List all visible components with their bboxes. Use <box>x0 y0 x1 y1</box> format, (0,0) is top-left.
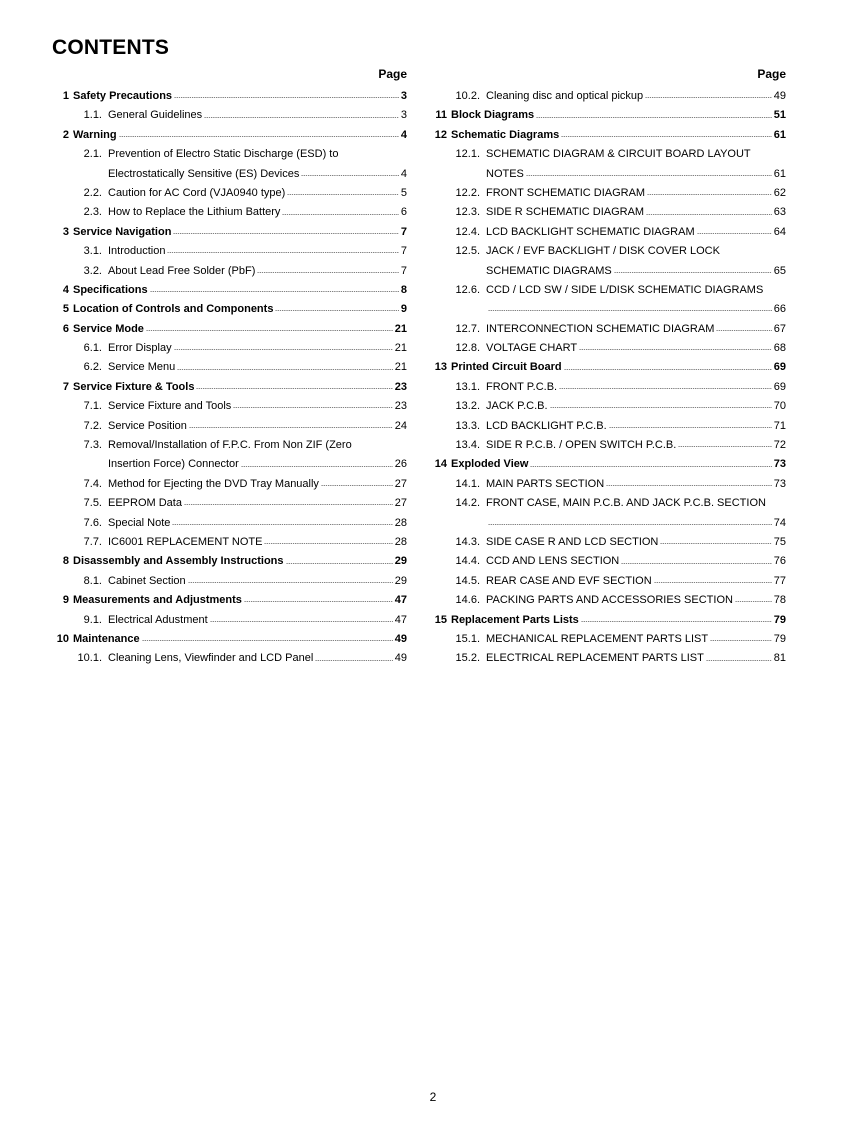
toc-entry <box>52 281 407 300</box>
toc-entry <box>430 630 786 649</box>
entry-number: 12.7. <box>455 322 480 335</box>
entry-title: Maintenance <box>73 632 140 645</box>
entry-number: 12.4. <box>455 225 480 238</box>
toc-entry <box>52 145 407 164</box>
entry-page: 79 <box>773 613 786 626</box>
dot-leader <box>678 446 771 447</box>
entry-number: 7.1. <box>83 400 102 413</box>
toc-column-left <box>52 64 407 669</box>
entry-title: CCD / LCD SW / SIDE L/DISK SCHEMATIC DIAGRAMS <box>486 283 764 296</box>
toc-entry <box>52 533 407 552</box>
entry-page: 47 <box>394 613 407 626</box>
entry-page: 66 <box>773 303 786 316</box>
entry-number: 14 <box>434 458 447 471</box>
toc-entry <box>430 87 786 106</box>
entry-page: 9 <box>400 303 407 316</box>
entry-title: Specifications <box>73 283 148 296</box>
entry-title: SCHEMATIC DIAGRAM & CIRCUIT BOARD LAYOUT <box>486 148 751 161</box>
dot-leader <box>530 466 771 467</box>
dot-leader <box>654 582 772 583</box>
entry-title: FRONT SCHEMATIC DIAGRAM <box>486 186 646 199</box>
entry-page: 72 <box>773 439 786 452</box>
dot-leader <box>264 543 392 544</box>
entry-page: 21 <box>394 361 407 374</box>
toc-entry <box>430 339 786 358</box>
dot-leader <box>579 349 772 350</box>
entry-number: 14.1. <box>455 477 480 490</box>
toc-entry <box>52 455 407 474</box>
toc-entry <box>430 591 786 610</box>
entry-title: Insertion Force) Connector <box>108 458 239 471</box>
toc-entry <box>430 223 786 242</box>
entry-number: 14.6. <box>455 594 480 607</box>
entry-page: 21 <box>394 322 407 335</box>
entry-page: 61 <box>773 128 786 141</box>
entry-title: Service Menu <box>108 361 176 374</box>
toc-entry <box>52 184 407 203</box>
toc-entry <box>52 591 407 610</box>
entry-page: 24 <box>394 419 407 432</box>
dot-leader <box>645 97 772 98</box>
toc-entry <box>52 649 407 668</box>
entry-number: 3.1. <box>83 245 102 258</box>
entry-title: Caution for AC Cord (VJA0940 type) <box>108 186 286 199</box>
entry-page: 73 <box>773 458 786 471</box>
toc-entry <box>52 165 407 184</box>
toc-entry <box>430 397 786 416</box>
dot-leader <box>646 214 772 215</box>
entry-page: 26 <box>394 458 407 471</box>
entry-page: 8 <box>400 283 407 296</box>
entry-page: 79 <box>773 632 786 645</box>
entry-page: 67 <box>773 322 786 335</box>
toc-list-left <box>52 87 407 669</box>
entry-title: Cabinet Section <box>108 574 186 587</box>
entry-title: About Lead Free Solder (PbF) <box>108 264 256 277</box>
entry-number: 2.2. <box>83 186 102 199</box>
toc-entry <box>52 552 407 571</box>
dot-leader <box>174 349 393 350</box>
dot-leader <box>526 175 772 176</box>
entry-number: 12 <box>434 128 447 141</box>
entry-number: 7.2. <box>83 419 102 432</box>
entry-title: Disassembly and Assembly Instructions <box>73 555 284 568</box>
entry-number: 13.2. <box>455 400 480 413</box>
toc-entry <box>52 203 407 222</box>
dot-leader <box>488 524 772 525</box>
entry-page: 81 <box>773 652 786 665</box>
entry-number: 8 <box>62 555 69 568</box>
entry-title: Printed Circuit Board <box>451 361 562 374</box>
entry-title: Warning <box>73 128 117 141</box>
entry-title: Service Fixture & Tools <box>73 380 195 393</box>
toc-entry <box>52 397 407 416</box>
toc-entry <box>52 514 407 533</box>
entry-page: 75 <box>773 535 786 548</box>
dot-leader <box>189 427 393 428</box>
entry-title: Error Display <box>108 342 172 355</box>
entry-page: 21 <box>394 342 407 355</box>
entry-page: 23 <box>394 380 407 393</box>
entry-number: 6 <box>62 322 69 335</box>
dot-leader <box>119 136 399 137</box>
dot-leader <box>142 640 393 641</box>
dot-leader <box>710 640 772 641</box>
entry-number: 7.6. <box>83 516 102 529</box>
entry-title: MAIN PARTS SECTION <box>486 477 605 490</box>
toc-entry <box>430 378 786 397</box>
toc-entry <box>52 126 407 145</box>
entry-title: General Guidelines <box>108 109 203 122</box>
dot-leader <box>282 214 398 215</box>
entry-number: 12.8. <box>455 342 480 355</box>
dot-leader <box>188 582 393 583</box>
entry-title: Exploded View <box>451 458 529 471</box>
entry-number: 6.1. <box>83 342 102 355</box>
entry-page: 4 <box>400 167 407 180</box>
entry-title: Safety Precautions <box>73 90 173 102</box>
dot-leader <box>536 117 772 118</box>
toc-entry <box>430 165 786 184</box>
entry-number: 3 <box>62 225 69 238</box>
entry-number: 13 <box>434 361 447 374</box>
entry-page: 70 <box>773 400 786 413</box>
toc-entry <box>52 223 407 242</box>
toc-entry <box>430 358 786 377</box>
entry-number: 6.2. <box>83 361 102 374</box>
toc-entry <box>52 494 407 513</box>
entry-page: 5 <box>400 186 407 199</box>
entry-title: Service Mode <box>73 322 144 335</box>
entry-page: 28 <box>394 516 407 529</box>
entry-page: 27 <box>394 477 407 490</box>
entry-title: Location of Controls and Components <box>73 303 274 316</box>
entry-number: 5 <box>62 303 69 316</box>
dot-leader <box>196 388 392 389</box>
entry-number: 12.2. <box>455 186 480 199</box>
entry-title: INTERCONNECTION SCHEMATIC DIAGRAM <box>486 322 715 335</box>
dot-leader <box>550 407 772 408</box>
entry-title: Special Note <box>108 516 171 529</box>
entry-page: 76 <box>773 555 786 568</box>
entry-number: 1.1. <box>83 109 102 122</box>
entry-page: 47 <box>394 594 407 607</box>
toc-entry <box>430 455 786 474</box>
entry-number: 2.3. <box>83 206 102 219</box>
toc-entry <box>430 436 786 455</box>
entry-title: Cleaning disc and optical pickup <box>486 90 644 102</box>
toc-entry <box>52 300 407 319</box>
entry-number: 15.2. <box>455 652 480 665</box>
entry-page: 23 <box>394 400 407 413</box>
toc-entry <box>52 436 407 455</box>
dot-leader <box>146 330 393 331</box>
entry-number: 11 <box>435 109 447 122</box>
entry-title: REAR CASE AND EVF SECTION <box>486 574 652 587</box>
entry-title: LCD BACKLIGHT P.C.B. <box>486 419 607 432</box>
entry-title: Measurements and Adjustments <box>73 594 242 607</box>
entry-title: VOLTAGE CHART <box>486 342 578 355</box>
entry-number: 14.4. <box>455 555 480 568</box>
entry-title: SCHEMATIC DIAGRAMS <box>486 264 612 277</box>
toc-entry <box>430 184 786 203</box>
dot-leader <box>581 621 772 622</box>
entry-title: Schematic Diagrams <box>451 128 560 141</box>
entry-title: Electrostatically Sensitive (ES) Devices <box>108 167 300 180</box>
entry-title: SIDE R P.C.B. / OPEN SWITCH P.C.B. <box>486 439 677 452</box>
entry-title: MECHANICAL REPLACEMENT PARTS LIST <box>486 632 709 645</box>
entry-title: FRONT P.C.B. <box>486 380 558 393</box>
entry-page: 63 <box>773 206 786 219</box>
dot-leader <box>184 504 393 505</box>
toc-entry <box>430 106 786 125</box>
toc-entry <box>430 145 786 164</box>
entry-number: 14.2. <box>455 497 480 510</box>
toc-entry <box>430 514 786 533</box>
entry-page: 74 <box>773 516 786 529</box>
dot-leader <box>172 524 392 525</box>
entry-number: 7.5. <box>83 497 102 510</box>
entry-number: 14.3. <box>455 535 480 548</box>
entry-page: 27 <box>394 497 407 510</box>
toc-entry <box>430 203 786 222</box>
toc-entry <box>430 572 786 591</box>
entry-page: 4 <box>400 128 407 141</box>
toc-entry <box>430 242 786 261</box>
entry-title: JACK P.C.B. <box>486 400 548 413</box>
entry-title: Block Diagrams <box>451 109 535 122</box>
dot-leader <box>321 485 393 486</box>
entry-title: SIDE CASE R AND LCD SECTION <box>486 535 659 548</box>
entry-number: 8.1. <box>83 574 102 587</box>
toc-entry <box>430 649 786 668</box>
dot-leader <box>716 330 771 331</box>
entry-page: 78 <box>773 594 786 607</box>
entry-title: Cleaning Lens, Viewfinder and LCD Panel <box>108 652 314 665</box>
entry-number: 12.5. <box>455 245 480 258</box>
toc-entry <box>430 533 786 552</box>
entry-title: Removal/Installation of F.P.C. From Non ZIF (Zero <box>108 439 352 452</box>
entry-number: 10.2. <box>455 90 480 102</box>
entry-number: 7.7. <box>83 535 102 548</box>
toc-entry <box>52 475 407 494</box>
entry-title: SIDE R SCHEMATIC DIAGRAM <box>486 206 645 219</box>
dot-leader <box>177 369 392 370</box>
page-title: CONTENTS <box>52 36 170 59</box>
dot-leader <box>606 485 772 486</box>
entry-page: 7 <box>400 225 407 238</box>
entry-number: 10 <box>56 632 69 645</box>
toc-entry <box>430 126 786 145</box>
toc-entry <box>430 300 786 319</box>
entry-page: 7 <box>400 264 407 277</box>
entry-page: 61 <box>773 167 786 180</box>
entry-page: 73 <box>773 477 786 490</box>
toc-list-right <box>430 87 786 669</box>
entry-title: PACKING PARTS AND ACCESSORIES SECTION <box>486 594 733 607</box>
entry-page: 77 <box>773 574 786 587</box>
entry-page: 69 <box>773 361 786 374</box>
entry-number: 14.5. <box>455 574 480 587</box>
entry-number: 4 <box>62 283 69 296</box>
dot-leader <box>287 194 399 195</box>
dot-leader <box>315 660 392 661</box>
entry-number: 15.1. <box>455 632 480 645</box>
entry-page: 65 <box>773 264 786 277</box>
entry-page: 29 <box>394 555 407 568</box>
toc-entry <box>52 572 407 591</box>
dot-leader <box>286 563 393 564</box>
toc-column-right <box>430 64 786 669</box>
entry-number: 9.1. <box>83 613 102 626</box>
dot-leader <box>660 543 771 544</box>
entry-title: Introduction <box>108 245 166 258</box>
toc-entry <box>430 281 786 300</box>
entry-page: 29 <box>394 574 407 587</box>
entry-title: CCD AND LENS SECTION <box>486 555 620 568</box>
entry-title: Method for Ejecting the DVD Tray Manually <box>108 477 319 490</box>
entry-page: 51 <box>773 109 786 122</box>
dot-leader <box>647 194 772 195</box>
entry-title: Prevention of Electro Static Discharge (ESD) to <box>108 148 339 161</box>
entry-page: 3 <box>400 109 407 122</box>
dot-leader <box>564 369 772 370</box>
dot-leader <box>210 621 393 622</box>
dot-leader <box>204 117 399 118</box>
dot-leader <box>614 272 772 273</box>
dot-leader <box>697 233 772 234</box>
entry-page: 28 <box>394 535 407 548</box>
entry-number: 12.1. <box>455 148 480 161</box>
entry-page: 62 <box>773 186 786 199</box>
entry-title: FRONT CASE, MAIN P.C.B. AND JACK P.C.B. SECTION <box>486 497 766 510</box>
dot-leader <box>174 97 399 98</box>
entry-title: LCD BACKLIGHT SCHEMATIC DIAGRAM <box>486 225 695 238</box>
dot-leader <box>609 427 772 428</box>
toc-entry <box>52 417 407 436</box>
entry-number: 1 <box>62 90 69 102</box>
page-column-heading: Page <box>757 67 786 81</box>
entry-number: 3.2. <box>83 264 102 277</box>
entry-title: JACK / EVF BACKLIGHT / DISK COVER LOCK <box>486 245 720 258</box>
toc-entry <box>430 475 786 494</box>
entry-page: 49 <box>394 652 407 665</box>
dot-leader <box>301 175 399 176</box>
entry-page: 69 <box>773 380 786 393</box>
entry-number: 15 <box>434 613 447 626</box>
page-column-heading: Page <box>378 67 407 81</box>
toc-entry <box>52 378 407 397</box>
entry-title: EEPROM Data <box>108 497 182 510</box>
toc-entry <box>52 87 407 106</box>
toc-entry <box>430 494 786 513</box>
entry-page: 64 <box>773 225 786 238</box>
entry-page: 49 <box>394 632 407 645</box>
entry-number: 7 <box>62 380 69 393</box>
dot-leader <box>561 136 772 137</box>
entry-title: Electrical Adustment <box>108 613 208 626</box>
entry-page: 68 <box>773 342 786 355</box>
entry-title: Service Fixture and Tools <box>108 400 232 413</box>
entry-page: 3 <box>400 90 407 102</box>
dot-leader <box>706 660 772 661</box>
entry-title: Service Position <box>108 419 187 432</box>
dot-leader <box>559 388 772 389</box>
dot-leader <box>488 310 772 311</box>
entry-number: 9 <box>62 594 69 607</box>
toc-entry <box>430 320 786 339</box>
dot-leader <box>244 601 393 602</box>
dot-leader <box>233 407 392 408</box>
entry-number: 13.3. <box>455 419 480 432</box>
entry-number: 12.3. <box>455 206 480 219</box>
toc-entry <box>52 611 407 630</box>
entry-number: 2.1. <box>83 148 102 161</box>
toc-entry <box>430 262 786 281</box>
entry-number: 10.1. <box>77 652 102 665</box>
toc-entry <box>430 611 786 630</box>
entry-number: 2 <box>62 128 69 141</box>
entry-title: Replacement Parts Lists <box>451 613 579 626</box>
toc-entry <box>52 320 407 339</box>
dot-leader <box>241 466 393 467</box>
dot-leader <box>173 233 398 234</box>
page-number: 2 <box>429 1090 437 1104</box>
dot-leader <box>275 310 398 311</box>
toc-entry <box>52 630 407 649</box>
entry-title: ELECTRICAL REPLACEMENT PARTS LIST <box>486 652 704 665</box>
entry-number: 7.3. <box>83 439 102 452</box>
entry-number: 7.4. <box>83 477 102 490</box>
entry-page: 71 <box>773 419 786 432</box>
entry-number: 13.4. <box>455 439 480 452</box>
toc-entry <box>430 417 786 436</box>
toc-entry <box>52 339 407 358</box>
entry-page: 6 <box>400 206 407 219</box>
entry-title: Service Navigation <box>73 225 172 238</box>
toc-entry <box>430 552 786 571</box>
entry-title: IC6001 REPLACEMENT NOTE <box>108 535 263 548</box>
dot-leader <box>257 272 399 273</box>
toc-entry <box>52 262 407 281</box>
entry-title: How to Replace the Lithium Battery <box>108 206 281 219</box>
entry-page: 7 <box>400 245 407 258</box>
entry-number: 13.1. <box>455 380 480 393</box>
dot-leader <box>735 601 772 602</box>
toc-entry <box>52 106 407 125</box>
dot-leader <box>621 563 772 564</box>
toc-entry <box>52 242 407 261</box>
entry-title: NOTES <box>486 167 524 180</box>
dot-leader <box>150 291 399 292</box>
dot-leader <box>167 252 398 253</box>
toc-entry <box>52 358 407 377</box>
entry-page: 49 <box>773 90 786 102</box>
entry-number: 12.6. <box>455 283 480 296</box>
